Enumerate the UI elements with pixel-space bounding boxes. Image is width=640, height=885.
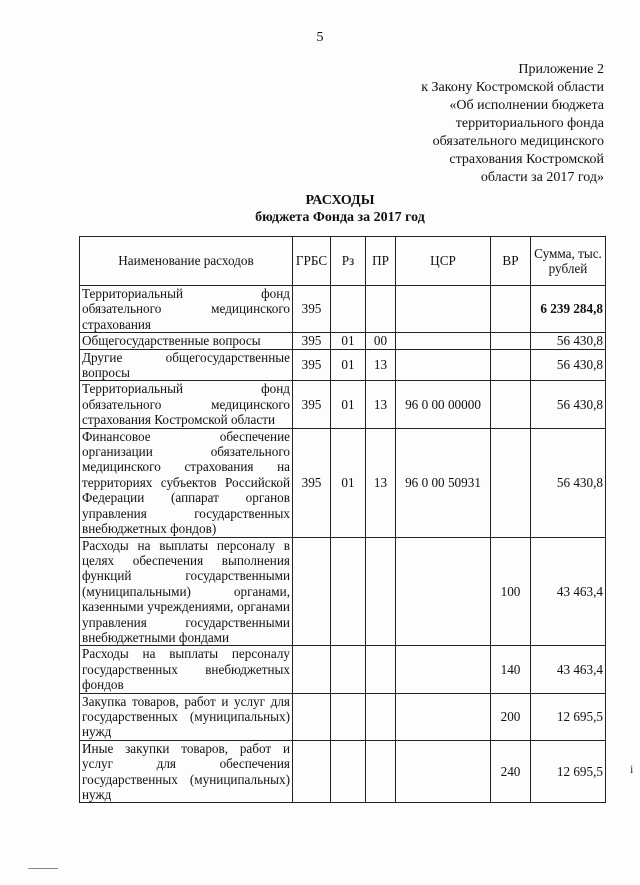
- page-number: 5: [316, 30, 324, 45]
- table-header-row: [80, 237, 606, 286]
- cell-vr: 200: [491, 693, 531, 740]
- header-name: Наименование расходов: [80, 237, 293, 286]
- table-row: [80, 333, 606, 349]
- appendix-note: [421, 61, 604, 187]
- cell-rz: [331, 286, 366, 333]
- cell-name: Финансовое обеспечение организации обязательного медицинского страхования на территориях субъектов Российской Федерации (аппарат органов управления государственных внебюджетных фондов): [80, 428, 293, 537]
- document-title: [0, 192, 640, 226]
- cell-csr: 96 0 00 00000: [396, 381, 491, 428]
- cell-csr: [396, 333, 491, 349]
- appendix-line: территориального фонда: [455, 116, 604, 131]
- cell-name: Закупка товаров, работ и услуг для государственных (муниципальных) нужд: [80, 693, 293, 740]
- cell-grbs: 395: [293, 333, 331, 349]
- cell-name: Расходы на выплаты персоналу в целях обеспечения выполнения функций государственными (муниципальными) органами, казенными учреждениями, органами управления государственными внебюджетными фондами: [80, 537, 293, 646]
- edge-mark: i: [630, 762, 634, 776]
- cell-name: Общегосударственные вопросы: [80, 333, 293, 349]
- header-sum: Сумма, тыс. рублей: [531, 237, 606, 286]
- cell-pr: [366, 286, 396, 333]
- cell-grbs: [293, 646, 331, 693]
- appendix-line: области за 2017 год»: [480, 170, 604, 185]
- header-csr: ЦСР: [396, 237, 491, 286]
- cell-grbs: 395: [293, 381, 331, 428]
- cell-sum: 56 430,8: [531, 349, 606, 381]
- cell-sum: 12 695,5: [531, 740, 606, 803]
- cell-csr: [396, 349, 491, 381]
- title-line-2: бюджета Фонда за 2017 год: [255, 210, 425, 225]
- cell-vr: [491, 428, 531, 537]
- cell-vr: 240: [491, 740, 531, 803]
- cell-sum: 12 695,5: [531, 693, 606, 740]
- table-body: [80, 286, 606, 803]
- cell-vr: 140: [491, 646, 531, 693]
- table-row: [80, 693, 606, 740]
- header-vr: ВР: [491, 237, 531, 286]
- cell-pr: [366, 537, 396, 646]
- cell-rz: [331, 693, 366, 740]
- cell-rz: 01: [331, 428, 366, 537]
- cell-rz: [331, 646, 366, 693]
- cell-vr: [491, 286, 531, 333]
- appendix-line: к Закону Костромской области: [421, 80, 604, 95]
- cell-sum: 43 463,4: [531, 646, 606, 693]
- cell-pr: [366, 693, 396, 740]
- cell-sum: 6 239 284,8: [531, 286, 606, 333]
- cell-rz: 01: [331, 333, 366, 349]
- table-row: [80, 740, 606, 803]
- expenses-table: [79, 236, 606, 803]
- cell-name: Территориальный фонд обязательного медицинского страхования: [80, 286, 293, 333]
- cell-rz: 01: [331, 349, 366, 381]
- cell-pr: 13: [366, 381, 396, 428]
- appendix-line: обязательного медицинского: [432, 134, 604, 149]
- appendix-line: «Об исполнении бюджета: [449, 98, 604, 113]
- table-row: [80, 428, 606, 537]
- cell-vr: 100: [491, 537, 531, 646]
- cell-csr: [396, 646, 491, 693]
- cell-pr: [366, 740, 396, 803]
- cell-vr: [491, 333, 531, 349]
- cell-rz: 01: [331, 381, 366, 428]
- table-row: [80, 537, 606, 646]
- appendix-line: страхования Костромской: [449, 152, 604, 167]
- cell-pr: 00: [366, 333, 396, 349]
- header-grbs: ГРБС: [293, 237, 331, 286]
- cell-grbs: 395: [293, 286, 331, 333]
- header-pr: ПР: [366, 237, 396, 286]
- cell-grbs: 395: [293, 428, 331, 537]
- cell-grbs: [293, 537, 331, 646]
- cell-rz: [331, 740, 366, 803]
- cell-csr: [396, 740, 491, 803]
- appendix-line: Приложение 2: [518, 62, 604, 77]
- cell-csr: [396, 286, 491, 333]
- cell-csr: [396, 693, 491, 740]
- cell-name: Расходы на выплаты персоналу государственных внебюджетных фондов: [80, 646, 293, 693]
- cell-pr: 13: [366, 349, 396, 381]
- cell-csr: 96 0 00 50931: [396, 428, 491, 537]
- cell-vr: [491, 349, 531, 381]
- cell-sum: 43 463,4: [531, 537, 606, 646]
- cell-grbs: 395: [293, 349, 331, 381]
- title-line-1: РАСХОДЫ: [305, 193, 375, 208]
- header-rz: Рз: [331, 237, 366, 286]
- table-row: [80, 646, 606, 693]
- cell-grbs: [293, 693, 331, 740]
- footer-divider: [28, 868, 58, 869]
- cell-sum: 56 430,8: [531, 333, 606, 349]
- table-row: [80, 286, 606, 333]
- cell-name: Территориальный фонд обязательного медицинского страхования Костромской области: [80, 381, 293, 428]
- cell-sum: 56 430,8: [531, 428, 606, 537]
- cell-vr: [491, 381, 531, 428]
- cell-csr: [396, 537, 491, 646]
- cell-sum: 56 430,8: [531, 381, 606, 428]
- cell-pr: [366, 646, 396, 693]
- cell-grbs: [293, 740, 331, 803]
- cell-rz: [331, 537, 366, 646]
- cell-name: Иные закупки товаров, работ и услуг для обеспечения государственных (муниципальных) нужд: [80, 740, 293, 803]
- table-row: [80, 381, 606, 428]
- table-row: [80, 349, 606, 381]
- cell-pr: 13: [366, 428, 396, 537]
- cell-name: Другие общегосударственные вопросы: [80, 349, 293, 381]
